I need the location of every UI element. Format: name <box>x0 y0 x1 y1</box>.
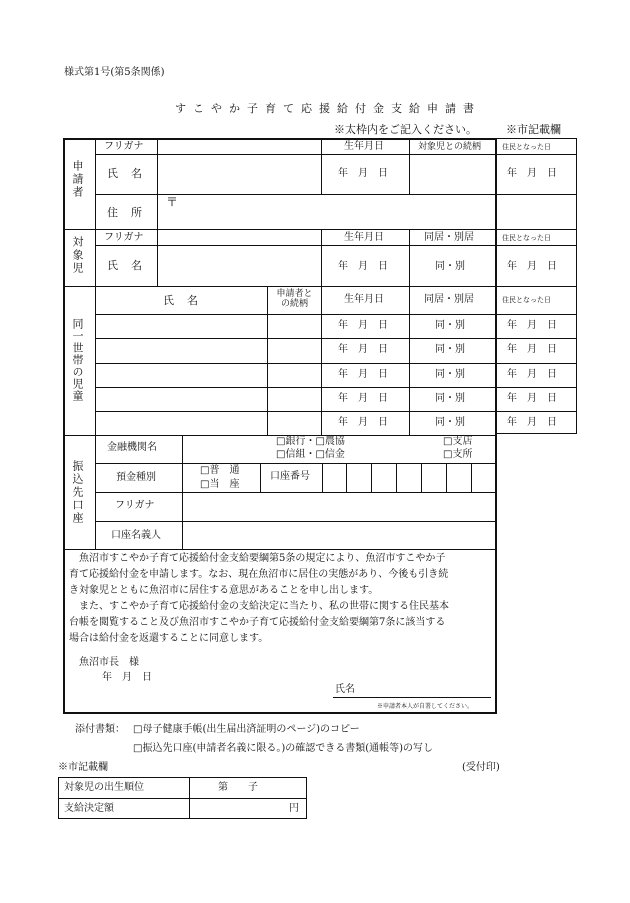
deposit-current-checkbox[interactable]: □当 座 <box>200 479 240 490</box>
city-column-label: ※市記載欄 <box>506 123 561 136</box>
birth-order-value[interactable]: 第 子 <box>218 782 258 793</box>
household-row-resident[interactable]: 年 月 日 <box>507 393 557 404</box>
household-row-cohabit[interactable]: 同・別 <box>435 369 465 380</box>
applicant-name-field[interactable] <box>158 155 320 194</box>
applicant-resident-value[interactable]: 年 月 日 <box>507 168 557 179</box>
applicant-section-label: 申請者 <box>71 160 84 199</box>
household-row-date[interactable]: 年 月 日 <box>338 417 388 428</box>
city-section-title: ※市記載欄 <box>58 762 108 773</box>
household-row-date[interactable]: 年 月 日 <box>338 320 388 331</box>
account-holder-field[interactable] <box>183 522 495 548</box>
child-name-label: 氏 名 <box>107 259 143 272</box>
account-holder-label: 口座名義人 <box>111 530 161 541</box>
household-row-cohabit[interactable]: 同・別 <box>435 417 465 428</box>
signature-field[interactable] <box>360 682 490 696</box>
attachment-item-1[interactable]: □母子健康手帳(出生届出済証明のページ)のコピー <box>133 724 360 735</box>
declaration-date[interactable]: 年 月 日 <box>102 672 152 683</box>
household-row-date[interactable]: 年 月 日 <box>338 369 388 380</box>
postal-mark: 〒 <box>166 195 179 209</box>
household-row-cohabit[interactable]: 同・別 <box>435 320 465 331</box>
bank-branch-option-1[interactable]: □支店 <box>443 436 473 447</box>
form-title: すこやか子育て応援給付金支給申請書 <box>175 102 481 115</box>
declaration-line: 育て応援給付金を申請します。なお、現在魚沼市に居住の実態があり、今後も引き続 <box>69 569 449 580</box>
household-section-label: 同一世帯の児童 <box>71 318 84 402</box>
addressee: 魚沼市長 様 <box>79 657 139 668</box>
child-furigana-label: フリガナ <box>104 232 144 243</box>
child-birthdate-value[interactable]: 年 月 日 <box>338 261 388 272</box>
applicant-relation-field[interactable] <box>409 155 497 194</box>
household-row-date[interactable]: 年 月 日 <box>338 344 388 355</box>
household-relation-header: 申請者と の続柄 <box>276 289 313 310</box>
payment-amount-label: 支給決定額 <box>64 803 114 814</box>
declaration-line: 台帳を閲覧すること及び魚沼市すこやか子育て応援給付金支給要綱第7条に該当する <box>69 617 446 628</box>
applicant-address-label: 住 所 <box>107 206 143 219</box>
applicant-birthdate-label: 生年月日 <box>344 141 384 152</box>
deposit-ordinary-checkbox[interactable]: □普 通 <box>200 465 240 476</box>
household-row-resident[interactable]: 年 月 日 <box>507 369 557 380</box>
attachment-item-2[interactable]: □振込先口座(申請者名義に限る。)の確認できる書類(通帳等)の写し <box>133 743 434 754</box>
attachments-label: 添付書類： <box>75 724 125 735</box>
household-row-resident[interactable]: 年 月 日 <box>507 417 557 428</box>
household-row-resident[interactable]: 年 月 日 <box>507 320 557 331</box>
applicant-birthdate-value[interactable]: 年 月 日 <box>338 168 388 179</box>
declaration-line: 魚沼市すこやか子育て応援給付金支給要綱第5条の規定により、魚沼市すこやか子 <box>79 553 446 564</box>
household-row-cohabit[interactable]: 同・別 <box>435 344 465 355</box>
receipt-stamp-label: (受付印) <box>462 762 500 773</box>
child-resident-label: 住民となった日 <box>502 234 551 242</box>
signature-line <box>333 697 491 698</box>
bank-deposit-type-label: 預金種別 <box>116 472 156 483</box>
applicant-address-field[interactable] <box>180 196 495 228</box>
bank-institution-label: 金融機関名 <box>107 442 157 453</box>
bank-section-label: 振込先口座 <box>71 460 84 525</box>
form-number: 様式第1号(第5条関係) <box>64 67 165 78</box>
payment-amount-unit: 円 <box>289 803 299 814</box>
declaration-line: また、すこやか子育て応援給付金の支給決定に当たり、私の世帯に関する住民基本 <box>79 601 449 612</box>
household-birthdate-header: 生年月日 <box>344 294 384 305</box>
applicant-relation-label: 対象児との続柄 <box>418 142 482 152</box>
declaration-line: 場合は給付金を返還することに同意します。 <box>69 633 269 644</box>
household-row-cohabit[interactable]: 同・別 <box>435 393 465 404</box>
applicant-name-label: 氏 名 <box>107 167 143 180</box>
child-cohabit-value[interactable]: 同・別 <box>435 261 465 272</box>
bank-branch-option-2[interactable]: □支所 <box>443 449 473 460</box>
child-cohabit-label: 同居・別居 <box>424 232 474 243</box>
applicant-resident-label: 住民となった日 <box>502 143 551 151</box>
household-cohabit-header: 同居・別居 <box>424 294 474 305</box>
bank-furigana-label: フリガナ <box>115 500 155 511</box>
child-section-label: 対象児 <box>71 236 84 275</box>
household-name-header: 氏 名 <box>163 294 199 307</box>
household-row-date[interactable]: 年 月 日 <box>338 393 388 404</box>
bank-institution-option-2[interactable]: □信組・□信金 <box>276 449 345 460</box>
bank-furigana-field[interactable] <box>183 493 495 520</box>
applicant-furigana-label: フリガナ <box>104 141 144 152</box>
declaration-line: き対象児とともに魚沼市に居住する意思があることを申し出します。 <box>69 585 379 596</box>
child-name-field[interactable] <box>158 246 320 285</box>
bank-institution-option-1[interactable]: □銀行・□農協 <box>276 436 345 447</box>
signature-note: ※申請者本人が自署してください。 <box>377 703 474 710</box>
household-row-resident[interactable]: 年 月 日 <box>507 344 557 355</box>
household-resident-header: 住民となった日 <box>502 296 551 304</box>
child-resident-value[interactable]: 年 月 日 <box>507 261 557 272</box>
child-birthdate-label: 生年月日 <box>344 232 384 243</box>
fill-note: ※太枠内をご記入ください。 <box>334 123 477 136</box>
birth-order-label: 対象児の出生順位 <box>64 782 144 793</box>
signature-label: 氏名 <box>335 684 355 695</box>
account-number-label: 口座番号 <box>270 471 310 482</box>
